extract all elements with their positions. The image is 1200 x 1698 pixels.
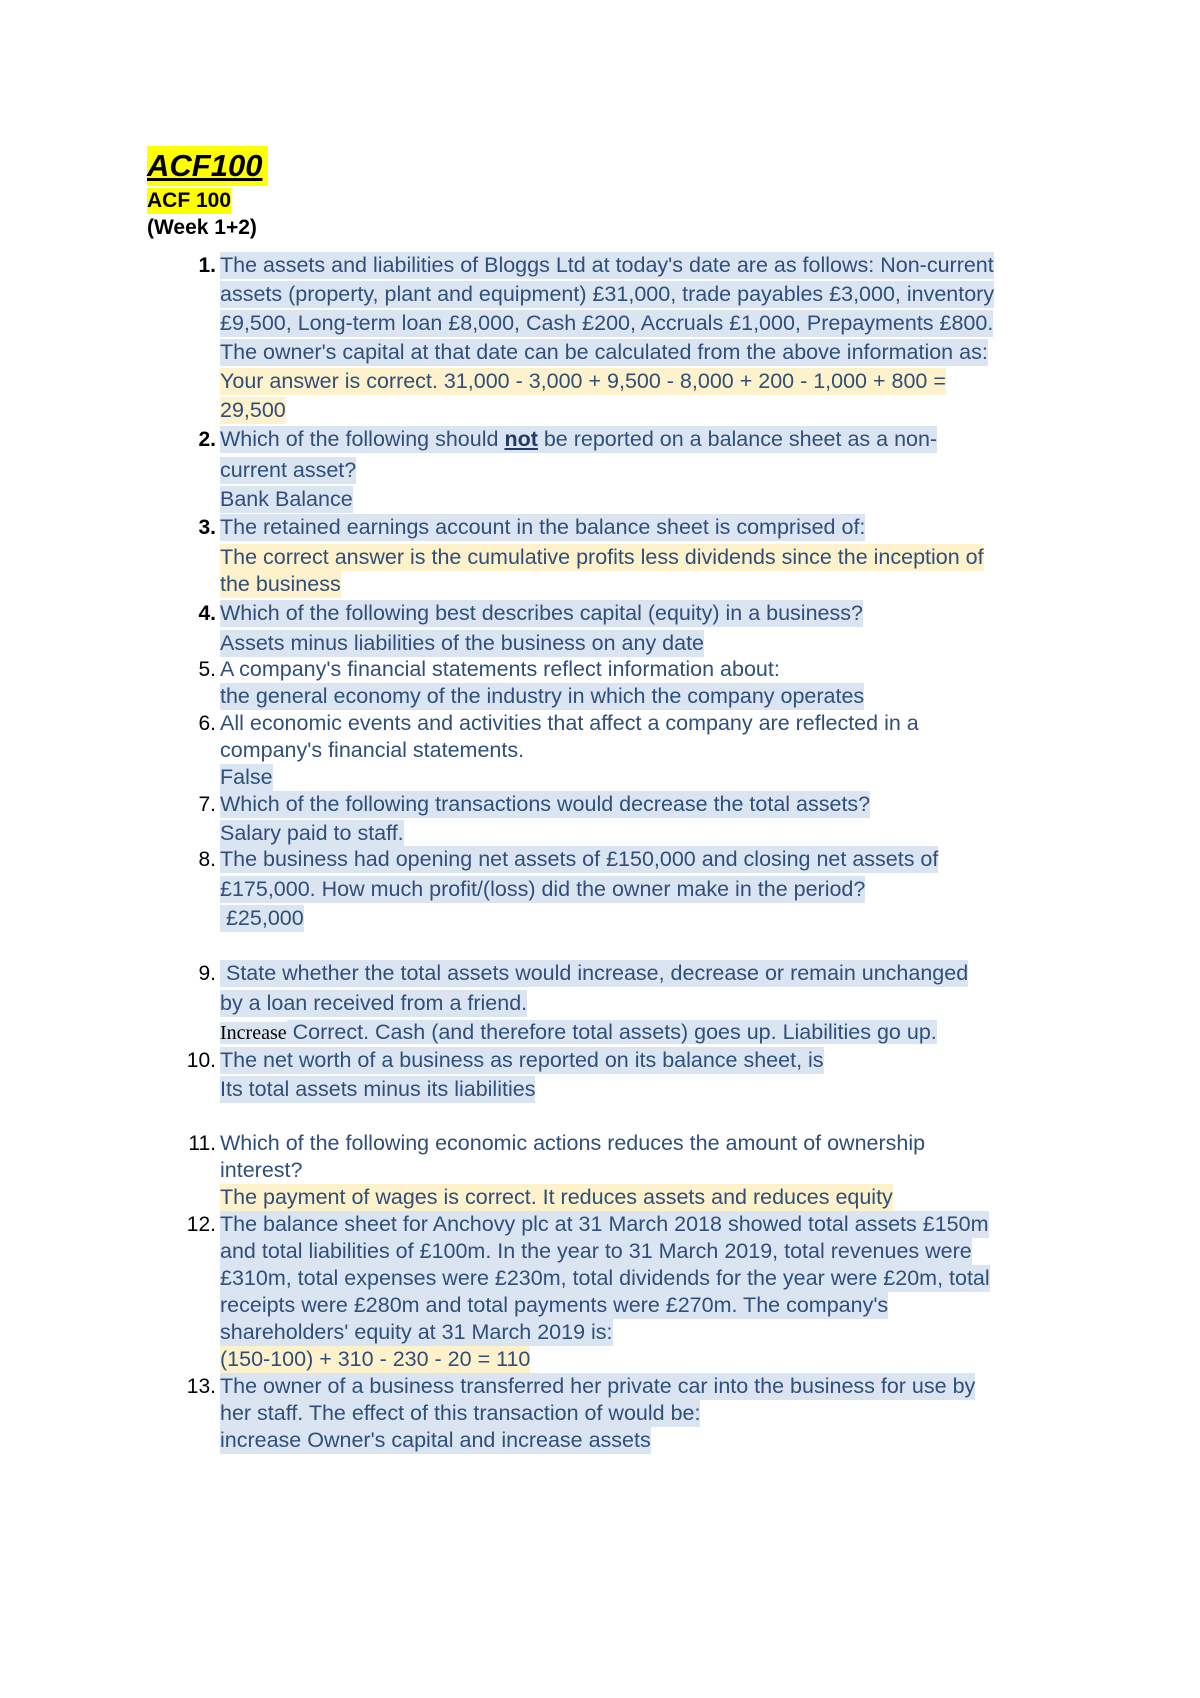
question-text: £310m, total expenses were £230m, total dividends for the year were £20m, total: [220, 1266, 990, 1290]
question-text: receipts were £280m and total payments were £270m. The company's: [220, 1293, 889, 1317]
question-text: Which of the following transactions would decrease the total assets?: [220, 792, 871, 816]
question-number: 6.: [198, 712, 216, 735]
question-text: The owner of a business transferred her private car into the business for use by: [220, 1374, 976, 1398]
question-number: 2.: [198, 428, 216, 451]
question-text: current asset?: [220, 458, 357, 482]
question-number: 11.: [188, 1132, 216, 1155]
question-text: The retained earnings account in the balance sheet is comprised of:: [220, 515, 866, 539]
answer-text: £25,000: [220, 906, 304, 930]
question-text: Which of the following economic actions reduces the amount of ownership: [220, 1131, 926, 1155]
question-number: 13.: [186, 1375, 216, 1398]
question-number: 9.: [198, 962, 216, 985]
answer-text: The correct answer is the cumulative profits less dividends since the inception of: [220, 545, 984, 569]
question-number: 1.: [198, 254, 216, 277]
question-text: assets (property, plant and equipment) £31,000, trade payables £3,000, inventory: [220, 282, 995, 306]
question-text: shareholders' equity at 31 March 2019 is:: [220, 1320, 613, 1344]
answer-text: Salary paid to staff.: [220, 821, 404, 845]
question-text: £175,000. How much profit/(loss) did the owner make in the period?: [220, 877, 866, 901]
answer-word: Increase: [220, 1022, 287, 1044]
answer-text: the business: [220, 572, 341, 596]
question-text: All economic events and activities that affect a company are reflected in a: [220, 711, 919, 735]
answer-text: increase Owner's capital and increase assets: [220, 1428, 651, 1452]
question-text: A company's financial statements reflect information about:: [220, 657, 780, 681]
question-text: The balance sheet for Anchovy plc at 31 March 2018 showed total assets £150m: [220, 1212, 989, 1236]
answer-text: 29,500: [220, 398, 286, 422]
document-subtitle: ACF 100: [147, 189, 232, 212]
answer-text: The payment of wages is correct. It reduces assets and reduces equity: [220, 1185, 893, 1209]
question-text: Which of the following should not be reported on a balance sheet as a non-: [220, 427, 938, 451]
question-text: The assets and liabilities of Bloggs Ltd at today's date are as follows: Non-current: [220, 253, 994, 277]
question-text: interest?: [220, 1158, 303, 1182]
question-text: and total liabilities of £100m. In the year to 31 March 2019, total revenues were: [220, 1239, 972, 1263]
question-text: £9,500, Long-term loan £8,000, Cash £200, Accruals £1,000, Prepayments £800.: [220, 311, 994, 335]
document-heading: [147, 146, 268, 242]
answer-text: Increase Correct. Cash (and therefore total assets) goes up. Liabilities go up.: [220, 1020, 937, 1044]
question-number: 7.: [198, 793, 216, 816]
question-text: company's financial statements.: [220, 738, 525, 762]
week-label: (Week 1+2): [147, 216, 257, 239]
answer-text: Its total assets minus its liabilities: [220, 1077, 536, 1101]
question-number: 12.: [186, 1213, 216, 1236]
question-number: 4.: [198, 602, 216, 625]
answer-text: Bank Balance: [220, 487, 353, 511]
answer-text: (150-100) + 310 - 230 - 20 = 110: [220, 1347, 531, 1371]
question-number: 10.: [186, 1049, 216, 1072]
question-number: 3.: [198, 516, 216, 539]
answer-text: Your answer is correct. 31,000 - 3,000 + 9,500 - 8,000 + 200 - 1,000 + 800 =: [220, 369, 946, 393]
answer-text: the general economy of the industry in which the company operates: [220, 684, 865, 708]
question-number: 5.: [198, 658, 216, 681]
emphasis-not: not: [504, 427, 538, 451]
answer-text: False: [220, 765, 273, 789]
question-text: Which of the following best describes capital (equity) in a business?: [220, 601, 863, 625]
question-number: 8.: [198, 848, 216, 871]
question-text: her staff. The effect of this transaction of would be:: [220, 1401, 701, 1425]
question-text: The business had opening net assets of £150,000 and closing net assets of: [220, 847, 939, 871]
question-text: The owner's capital at that date can be calculated from the above information as:: [220, 340, 988, 364]
document-title: ACF100: [147, 146, 268, 186]
question-text: State whether the total assets would increase, decrease or remain unchanged: [220, 961, 969, 985]
question-text: by a loan received from a friend.: [220, 991, 528, 1015]
answer-text: Assets minus liabilities of the business on any date: [220, 631, 705, 655]
question-text: The net worth of a business as reported on its balance sheet, is: [220, 1048, 824, 1072]
